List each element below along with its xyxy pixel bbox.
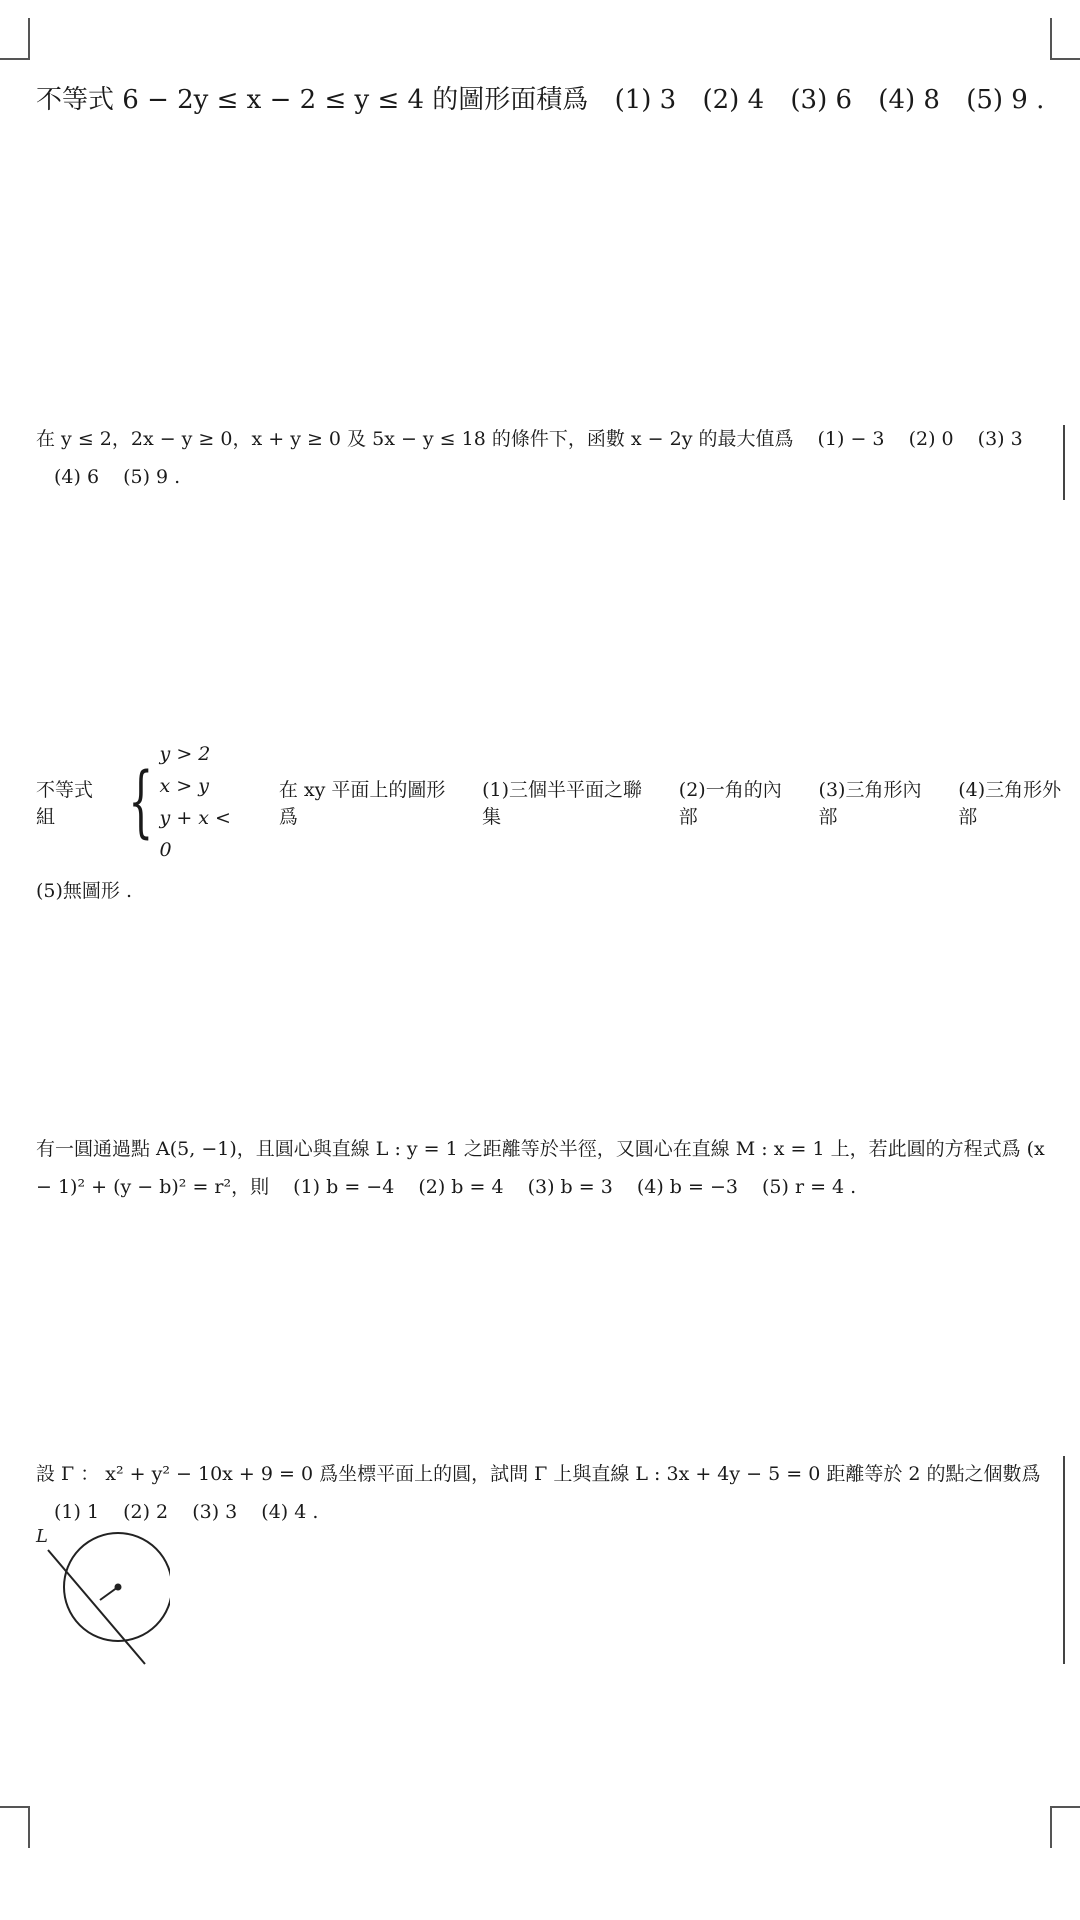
choice: (1) 3 (614, 85, 677, 115)
question-text: 在 xy 平面上的圖形爲 (278, 779, 446, 828)
question-5 (36, 1455, 1050, 1531)
choice: (5) 9 . (123, 466, 181, 488)
choice: (5) r = 4 . (762, 1176, 857, 1198)
question-3 (36, 738, 1080, 903)
crop-mark-bottom-right (1050, 1806, 1080, 1808)
question-lead: 不等式組 (36, 779, 94, 828)
crop-mark-top-right (1050, 18, 1052, 60)
choice: (3) 3 (977, 428, 1023, 450)
inequality: y > 2 (159, 743, 211, 765)
choice: (3)三角形內部 (818, 779, 922, 828)
choice: (4) 6 (54, 466, 100, 488)
choice: (1) b = −4 (293, 1176, 395, 1198)
choice: (5)無圖形 . (36, 880, 132, 902)
choice: (2)一角的內部 (678, 779, 782, 828)
inequality: y + x < 0 (159, 807, 231, 861)
choice: (1) 1 (54, 1501, 100, 1523)
choice: (1)三個半平面之聯集 (482, 779, 643, 828)
question-4 (36, 1130, 1050, 1206)
crop-mark-bottom-left (28, 1806, 30, 1848)
line-label: L (36, 1526, 48, 1547)
choice: (3) b = 3 (527, 1176, 613, 1198)
question-text: 不等式 6 − 2y ≤ x − 2 ≤ y ≤ 4 的圖形面積爲 (36, 85, 589, 115)
crop-mark-top-left (28, 18, 30, 60)
choice: (2) 0 (908, 428, 954, 450)
choice: (4) 4 . (261, 1501, 319, 1523)
choice: (2) 2 (123, 1501, 169, 1523)
question-1 (36, 78, 1050, 122)
choice: (2) 4 (702, 85, 765, 115)
question-text: 在 y ≤ 2，2x − y ≥ 0，x + y ≥ 0 及 5x − y ≤ 18 的條件下，函數 x − 2y 的最大值爲 (36, 428, 794, 450)
crop-mark-bottom-right (1050, 1806, 1052, 1848)
center-point (115, 1584, 122, 1591)
choice: (3) 6 (790, 85, 853, 115)
inequality-system (116, 738, 249, 866)
inequality: x > y (159, 775, 209, 797)
margin-bar (1063, 1456, 1065, 1664)
crop-mark-bottom-left (0, 1806, 28, 1808)
question-2 (36, 420, 1050, 496)
choice: (4) 8 (878, 85, 940, 115)
margin-bar (1063, 425, 1065, 500)
choice: (4)三角形外部 (958, 779, 1062, 828)
choice: (4) b = −3 (636, 1176, 738, 1198)
choice: (1) − 3 (817, 428, 885, 450)
brace-icon: { (128, 757, 154, 847)
choice: (5) 9 . (966, 85, 1045, 115)
crop-mark-top-left (0, 58, 28, 60)
choice: (2) b = 4 (418, 1176, 504, 1198)
choice: (3) 3 (192, 1501, 238, 1523)
question-text: 設 Γ ： x² + y² − 10x + 9 = 0 爲坐標平面上的圓，試問 Γ 上與直線 L : 3x + 4y − 5 = 0 距離等於 2 的點之個數爲 (36, 1463, 1041, 1485)
question-text: 有一圓通過點 A(5, −1)，且圓心與直線 L : y = 1 之距離等於半徑，又圓心在直線 M : x = 1 上，若此圓的方程式爲 (x − 1)² + (y − b)² = r²，則 (36, 1138, 1045, 1198)
line-shape (48, 1550, 145, 1664)
crop-mark-top-right (1050, 58, 1080, 60)
circle-line-figure (30, 1522, 170, 1676)
